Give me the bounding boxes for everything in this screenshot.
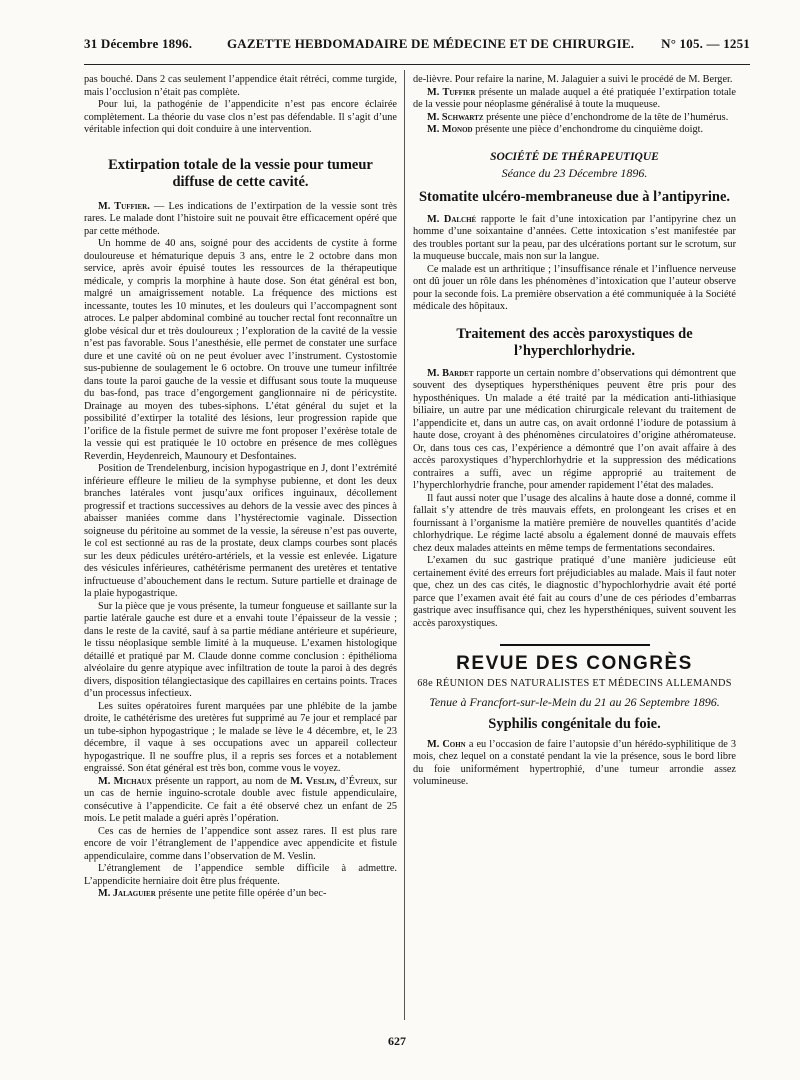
article-title: Traitement des accès paroxystiques de l’hyperchlorhydrie. xyxy=(456,325,693,359)
paragraph: Position de Trendelenburg, incision hypogastrique en J, dont l’extrémité inférieure effleure le milieu de la symphyse pubienne, et dont les deux branches latérales vont jusqu’aux orifices inguinaux, décollement progressif et tractions successives au dehors de la vessie avec des pinces à abaisser maniées comme dans l’hystérectomie vaginale. Dissection soigneuse du péritoine au sommet de la vessie, la séreuse n’est pas ouverte, le col est sectionné au ras de la prostate, deux clamps courbes sont placés sur les deux pédicules urétéro-artériels, et la vessie est enlevée. Ligature des vésicules inférieures, cathétérisme permanent des uretères et tentative infructueuse d’abouchement dans le rectum. Suture partielle et drainage de la plaie hypogastrique. xyxy=(84,463,397,599)
paragraph: Il faut aussi noter que l’usage des alcalins à haute dose a donné, comme il fallait s’y attendre de très mauvais effets, en prolongeant les crises et en fournissant à l’organisme la matière première de nouvelles quantités d’acide chlorhydrique. Le régime lacté absolu a également donné de mauvais effets chez deux malades atteints en même temps de fermentations secondaires. xyxy=(413,492,736,554)
speaker-name: M. Jalaguier xyxy=(98,888,156,899)
congress-title: 68e RÉUNION DES NATURALISTES ET MÉDECINS ALLEMANDS xyxy=(417,677,732,689)
section-heading: REVUE DES CONGRÈS xyxy=(456,653,693,674)
continuation-paragraph: de-lièvre. Pour refaire la narine, M. Jalaguier a suivi le procédé de M. Berger. xyxy=(413,74,733,85)
continuation-paragraph: pas bouché. Dans 2 cas seulement l’appendice était rétréci, comme turgide, mais l’occlusion n’était pas complète. xyxy=(84,74,397,98)
paragraph: Sur la pièce que je vous présente, la tumeur fongueuse et saillante sur la partie latérale gauche est dure et a envahi toute l’épaisseur de la vessie ; dans le reste de la cavité, sauf à sa partie médiane antérieure et supérieure, le tissu néoplasique semble limité à la muqueuse. L’examen histologique détaillé et pratiqué par M. Claude donne comme conclusion : épithélioma alvéolaire du genre atypique avec infiltration de toute la paroi à des degrés divers, disposition télangiectasique des capillaires en certains points. Traces d’un processus infectieux. xyxy=(84,600,397,699)
paragraph: L’étranglement de l’appendice semble difficile à admettre. L’appendicite herniaire doit être plus fréquente. xyxy=(84,863,397,887)
left-column xyxy=(84,74,397,901)
paragraph-text: rapporte un certain nombre d’observations qui démontrent que souvent des dyseptiques hypersthéniques peuvent être pris pour des hyposthéniques. Un malade a été traité par la médication anti-lithiasique biliaire, un autre par une médication chirurgicale relevant du traitement de l’appendicite et, dans un autre cas, on avait ordonné l’iodure de potassium à haute dose, croyant à des phénomènes circulatoires d’origine athéromateuse. Or, dans tous ces cas, l’expérience a démontré que l’on avait affaire à des accès paroxystiques d’hyperchlorhydrie et la suppression des médications contraires a suffi, avec un régime approprié au traitement de l’hyperchlorhydrie franche, pour amender rapidement l’état des malades. xyxy=(413,367,736,491)
paragraph: Ce malade est un arthritique ; l’insuffisance rénale et l’influence nerveuse ont dû jouer un rôle dans les phénomènes d’intoxication que l’auteur observe pour la seconde fois. La première observation a été communiquée à la Société médicale des hôpitaux. xyxy=(413,263,736,312)
paragraph: Les suites opératoires furent marquées par une phlébite de la jambe droite, le cathétérisme des uretères fut supprimé au 7e jour et remplacé par un tube-siphon hypogastrique ; le malade se lève le 4 décembre, et, le 23 décembre, il vaque à ses occupations avec un appareil collecteur hypogastrique. Il ne souffre plus, il a repris ses forces et a notablement engraissé. Son état général est très bon, comme vous le voyez. xyxy=(84,700,397,774)
paragraph-text: rapporte le fait d’une intoxication par l’antipyrine chez un homme d’une soixantaine d’années. Cette intoxication s’est manifestée par des troubles portant sur la peau, par des ulcérations portant sur le scrotum, sur la muqueuse buccale, mais non sur la langue. xyxy=(413,213,736,262)
article-title: Syphilis congénitale du foie. xyxy=(488,715,661,732)
header-rule xyxy=(84,64,750,65)
speaker-name: M. Bardet xyxy=(427,367,474,379)
speaker-name: M. Veslin, xyxy=(290,775,337,787)
running-header xyxy=(84,36,750,56)
paragraph-text: présente une petite fille opérée d’un bec- xyxy=(158,888,327,899)
paragraph: Pour lui, la pathogénie de l’appendicite n’est pas encore éclairée complètement. La théorie du vase clos n’est pas défendable. Il s’agit d’une véritable infection qui doit conduire à une intervention. xyxy=(84,99,397,135)
paragraph-text: présente un rapport, au nom de xyxy=(155,775,287,787)
society-heading: SOCIÉTÉ DE THÉRAPEUTIQUE xyxy=(490,150,659,163)
speaker-name: M. Schwartz xyxy=(427,111,484,123)
article-title: Stomatite ulcéro-membraneuse due à l’antipyrine. xyxy=(418,188,731,205)
paragraph-text: a eu l’occasion de faire l’autopsie d’un hérédo-syphilitique de 3 mois, chez lequel on a constaté pendant la vie la présence, sous le bord libre du foie uniformément hypertrophié, d’une tumeur arrondie assez volumineuse. xyxy=(413,738,737,787)
paragraph-text: — Les indications de l’extirpation de la vessie sont très rares. Le malade dont l’histoire suit ne pouvait être efficacement opéré que par cette méthode. xyxy=(84,200,397,237)
header-journal-title: GAZETTE HEBDOMADAIRE DE MÉDECINE ET DE CHIRURGIE. xyxy=(227,36,635,51)
right-column xyxy=(413,74,736,789)
paragraph: L’examen du suc gastrique pratiqué d’une manière judicieuse eût certainement évité des erreurs fort préjudiciables au malade. Mais il faut noter que, chez un des cas cités, le diagnostic d’hypochlorhydrie avait été porté parce que l’examen avait été fait au cours d’une de ces périodes d’embarras gastrique avec insuffisance qui, chez les hypersthéniques, suivent souvent les accès paroxystiques. xyxy=(413,555,736,629)
speaker-name: M. Monod xyxy=(427,124,473,135)
speaker-name: M. Tuffier. xyxy=(98,200,150,212)
page-folio: 627 xyxy=(388,1034,406,1048)
column-divider xyxy=(404,70,405,1020)
paragraph-text: présente une pièce d’enchondrome du cinquième doigt. xyxy=(475,124,704,135)
header-date: 31 Décembre 1896. xyxy=(84,36,193,51)
speaker-name: M. Michaux xyxy=(98,775,152,787)
speaker-name: M. Dalché xyxy=(427,213,477,225)
session-date: Séance du 23 Décembre 1896. xyxy=(501,165,648,180)
paragraph-text: présente un malade auquel a été pratiquée l’extirpation totale de la vessie pour néoplasme généralisé à toute la muqueuse. xyxy=(413,86,736,110)
congress-dates: Tenue à Francfort-sur-le-Mein du 21 au 26 Septembre 1896. xyxy=(429,694,720,709)
header-issue-number: N° 105. — 1251 xyxy=(661,36,750,51)
paragraph: Ces cas de hernies de l’appendice sont assez rares. Il est plus rare encore de voir l’étranglement de l’appendice avec appendicite et fistule appendiculaire, comme dans l’observation de M. Veslin. xyxy=(84,825,397,862)
speaker-name: M. Tuffier xyxy=(427,86,476,98)
article-title: Extirpation totale de la vessie pour tumeur diffuse de cette cavité. xyxy=(108,156,373,190)
paragraph-text: présente une pièce d’enchondrome de la tête de l’humérus. xyxy=(486,111,729,123)
speaker-name: M. Cohn xyxy=(427,738,466,750)
paragraph: Un homme de 40 ans, soigné pour des accidents de cystite à forme douloureuse et hématurique depuis 3 ans, entre le 2 octobre dans mon service, après avoir épuisé toutes les ressources de la thérapeutique médicale, y compris la morphine à haute dose. Son état général est bon, malgré un amaigrissement notable. La fréquence des mictions est incessante, toutes les 10 minutes, et les douleurs qui l’accompagnent sont atroces. Le palper abdominal combiné au toucher rectal font reconnaître un globe vésical dur et très douloureux ; l’exploration de la cavité de la vessie n’est pas favorable. Sous l’anesthésie, elle permet de constater une surface dure et une cavité où on ne peut évoluer avec l’instrument. Cystostomie sus-pubienne de soulagement le 6 octobre. On trouve une tumeur infiltrée dans toute la paroi gauche de la vessie et diffusant sous toute la muqueuse du bas-fond, pas trace d’engorgement ganglionnaire ni de péricystite. Drainage au moyen des tubes-siphons. L’état général du sujet et la possibilité d’extirper la totalité des lésions, leur progression rapide que l’orifice de la fistule permet de suivre me font proposer l’exérèse totale de la vessie qui est pratiquée le 10 octobre en présence de mes collègues Reverdin, Heydenreich, Maunoury et Desfontaines. xyxy=(84,238,397,462)
paragraph-text: d’Évreux, sur un cas de hernie inguino-scrotale double avec fistule appendiculaire, consécutive à l’appendicite. Ce fait a été observé chez un enfant de 25 mois. Le petit malade a guéri après l’opération. xyxy=(84,775,398,824)
